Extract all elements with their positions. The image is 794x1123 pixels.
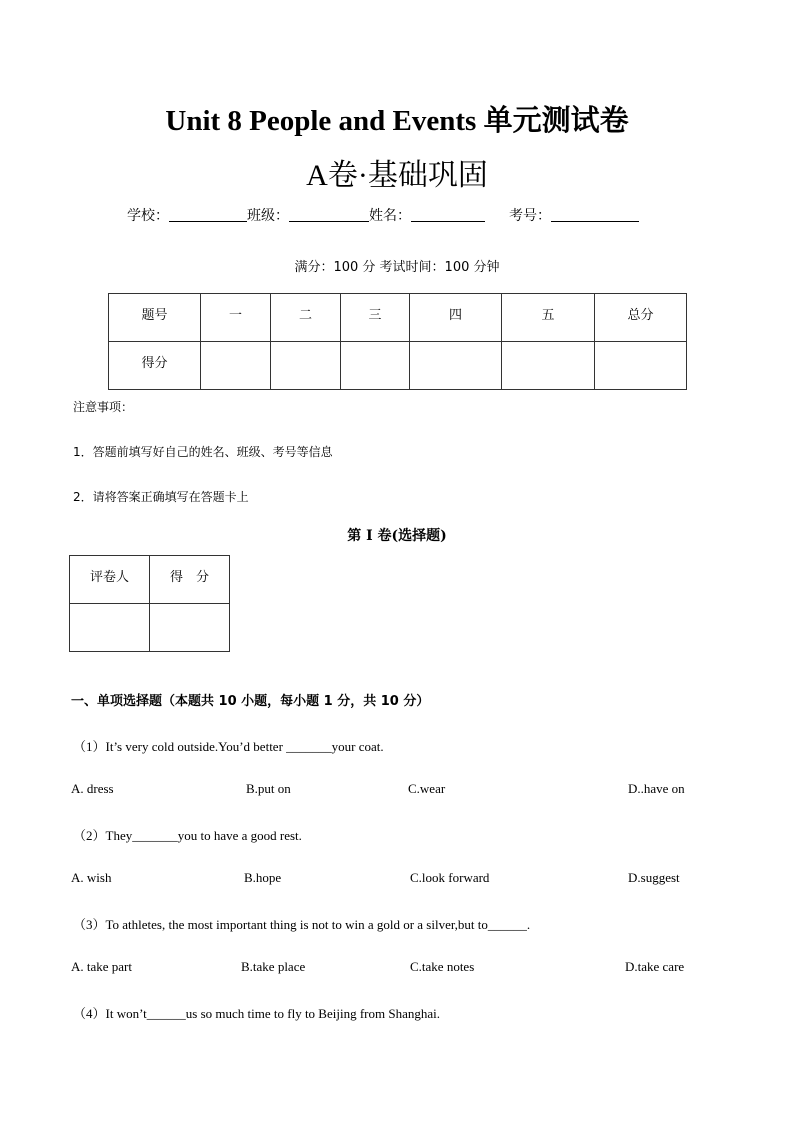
section-title: 第 I 卷(选择题) (347, 528, 447, 544)
score-cell[interactable] (410, 342, 502, 390)
class-blank[interactable] (289, 207, 369, 222)
option-d[interactable]: D.suggest (628, 870, 680, 885)
score-cell[interactable] (502, 342, 595, 390)
note-item: 1．答题前填写好自己的姓名、班级、考号等信息 (73, 445, 333, 459)
score-table-header-row (109, 294, 687, 342)
grader-cell[interactable] (70, 604, 150, 652)
table-header-cell: 二 (271, 294, 341, 342)
question-stem: （3）To athletes, the most important thing is not to win a gold or a silver,but to______. (73, 917, 531, 932)
option-b[interactable]: B.take place (241, 959, 306, 974)
score-cell[interactable] (595, 342, 687, 390)
notes-title: 注意事项： (73, 400, 134, 414)
option-a[interactable]: A. wish (71, 870, 112, 885)
option-d[interactable]: D.take care (625, 959, 685, 974)
score-cell[interactable] (201, 342, 271, 390)
option-b[interactable]: B.put on (246, 781, 291, 796)
option-c[interactable]: C.take notes (410, 959, 475, 974)
school-label: 学校： (127, 208, 169, 224)
option-c[interactable]: C.look forward (410, 870, 490, 885)
school-blank[interactable] (169, 207, 247, 222)
name-label: 姓名： (369, 208, 411, 224)
table-header-cell: 四 (410, 294, 502, 342)
grader-cell[interactable] (150, 604, 230, 652)
exam-no-label: 考号： (509, 208, 551, 224)
grader-header-cell: 评卷人 (70, 556, 150, 604)
page-title: Unit 8 People and Events 单元测试卷 (165, 105, 629, 137)
table-header-cell: 一 (201, 294, 271, 342)
table-header-cell: 总分 (595, 294, 687, 342)
class-label: 班级： (247, 208, 289, 224)
option-d[interactable]: D..have on (628, 781, 685, 796)
option-c[interactable]: C.wear (408, 781, 446, 796)
note-item: 2．请将答案正确填写在答题卡上 (73, 490, 249, 504)
question-stem: （1）It’s very cold outside.You’d better _______your coat. (73, 739, 384, 754)
score-time-line: 满分：100 分 考试时间：100 分钟 (294, 260, 500, 275)
table-header-cell: 三 (341, 294, 410, 342)
part1-title: 一、单项选择题（本题共 10 小题，每小题 1 分，共 10 分） (71, 694, 430, 709)
option-a[interactable]: A. dress (71, 781, 114, 796)
option-b[interactable]: B.hope (244, 870, 282, 885)
grader-header-cell: 得 分 (150, 556, 230, 604)
score-table-score-row (109, 342, 687, 390)
question-stem: （4）It won’t______us so much time to fly to Beijing from Shanghai. (73, 1006, 440, 1021)
option-a[interactable]: A. take part (71, 959, 133, 974)
student-info-line (127, 205, 639, 225)
table-header-cell: 题号 (109, 294, 201, 342)
table-header-cell: 五 (502, 294, 595, 342)
name-blank[interactable] (411, 207, 485, 222)
question-stem: （2）They_______you to have a good rest. (73, 828, 302, 843)
score-cell[interactable] (271, 342, 341, 390)
page-subtitle: A卷·基础巩固 (306, 159, 488, 192)
grader-table (69, 555, 230, 652)
score-table (108, 293, 687, 390)
exam-no-blank[interactable] (551, 207, 639, 222)
score-row-label: 得分 (109, 342, 201, 390)
score-cell[interactable] (341, 342, 410, 390)
